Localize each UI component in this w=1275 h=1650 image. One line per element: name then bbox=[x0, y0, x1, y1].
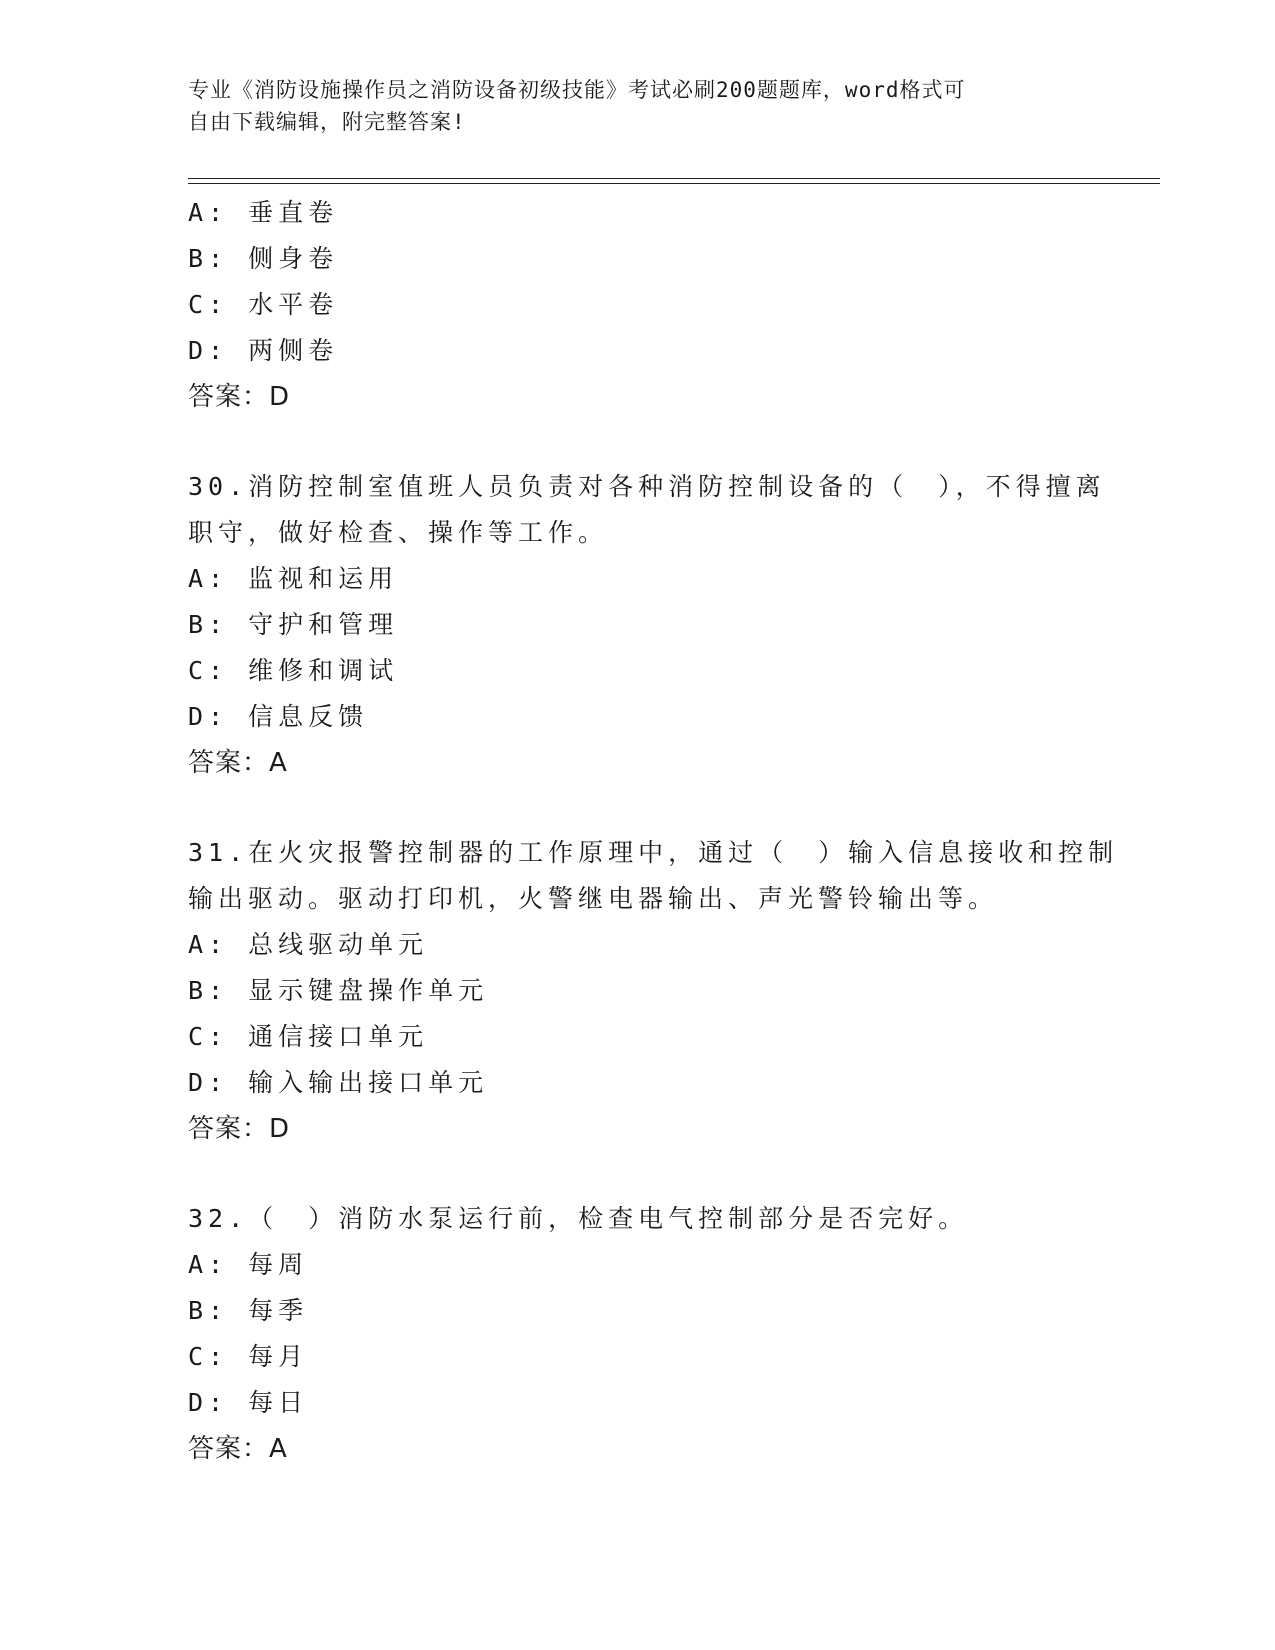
question-list bbox=[188, 190, 1119, 1472]
question-block bbox=[188, 464, 1106, 786]
question-block bbox=[188, 190, 1088, 420]
option-c: C: 维修和调试 bbox=[188, 656, 399, 685]
option-a: A: 垂直卷 bbox=[188, 198, 339, 227]
option-d: D: 信息反馈 bbox=[188, 702, 369, 731]
option-a: A: 每周 bbox=[188, 1250, 309, 1279]
option-a: A: 监视和运用 bbox=[188, 564, 399, 593]
header-line-1: 专业《消防设施操作员之消防设备初级技能》考试必刷200题题库，word格式可 bbox=[188, 78, 966, 102]
document-header bbox=[188, 74, 1088, 138]
question-block bbox=[188, 830, 1119, 1152]
header-divider-top bbox=[188, 178, 1160, 179]
option-b: B: 侧身卷 bbox=[188, 244, 339, 273]
answer-line: 答案：D bbox=[188, 1114, 291, 1144]
header-line-2: 自由下载编辑，附完整答案! bbox=[188, 110, 466, 134]
option-b: B: 每季 bbox=[188, 1296, 309, 1325]
option-b: B: 显示键盘操作单元 bbox=[188, 976, 489, 1005]
question-text: 32.（ ）消防水泵运行前，检查电气控制部分是否完好。 bbox=[188, 1204, 969, 1233]
option-c: C: 水平卷 bbox=[188, 290, 339, 319]
option-d: D: 两侧卷 bbox=[188, 336, 339, 365]
answer-line: 答案：A bbox=[188, 1434, 288, 1464]
option-d: D: 每日 bbox=[188, 1388, 309, 1417]
question-text: 30.消防控制室值班人员负责对各种消防控制设备的（ ），不得擅离 bbox=[188, 472, 1106, 501]
answer-line: 答案：D bbox=[188, 382, 291, 412]
option-c: C: 通信接口单元 bbox=[188, 1022, 429, 1051]
option-b: B: 守护和管理 bbox=[188, 610, 399, 639]
option-d: D: 输入输出接口单元 bbox=[188, 1068, 489, 1097]
question-text: 职守，做好检查、操作等工作。 bbox=[188, 518, 609, 547]
question-text: 输出驱动。驱动打印机，火警继电器输出、声光警铃输出等。 bbox=[188, 884, 999, 913]
header-divider-bottom bbox=[188, 183, 1160, 184]
answer-line: 答案：A bbox=[188, 748, 288, 778]
option-a: A: 总线驱动单元 bbox=[188, 930, 429, 959]
option-c: C: 每月 bbox=[188, 1342, 309, 1371]
question-text: 31.在火灾报警控制器的工作原理中，通过（ ）输入信息接收和控制 bbox=[188, 838, 1119, 867]
question-block bbox=[188, 1196, 1088, 1472]
